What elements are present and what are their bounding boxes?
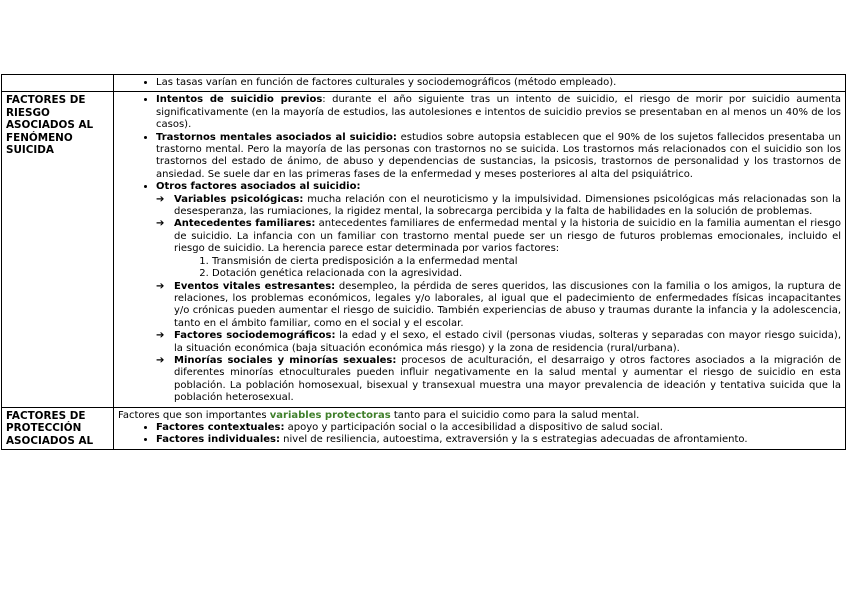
item-text: la edad y el sexo, el estado civil (personas viudas, solteras y separadas con mayor riesgo suicida), la situación económica (baja situación económica más riesgo) y la zona de residencia (rural/urbana). — [174, 330, 841, 354]
item-term: Factores contextuales: — [156, 421, 285, 433]
list-item — [156, 181, 841, 404]
row-content — [114, 92, 846, 407]
intro-text: tanto para el suicidio como para la salud mental. — [390, 409, 640, 421]
intro-paragraph — [118, 410, 841, 422]
sub-list-item — [156, 218, 842, 280]
item-text: apoyo y participación social o la accesibilidad a dispositivo de salud social. — [284, 421, 663, 433]
sub-list-item — [156, 193, 841, 219]
item-term: Otros factores asociados al suicidio: — [156, 181, 361, 193]
item-term: Minorías sociales y minorías sexuales: — [174, 354, 397, 366]
numbered-item: 1. Transmisión de cierta predisposición a la enfermedad mental — [212, 256, 841, 268]
sub-list-item — [156, 280, 842, 331]
item-term: Variables psicológicas: — [174, 193, 304, 205]
row-content — [114, 407, 846, 450]
item-text: estudios sobre autopsia establecen que el 90% de los sujetos fallecidos presentaba un trastorno mental. Pero la mayoría de las personas con trastornos no se suicida. Los trastornos más relacionados con el suicidio son los trastornos del estado de ánimo, de abuso y dependencias de sustancias, la psicosis, trastornos de personalidad y los trastornos de ansiedad. Se suele dar en las primeras fases de la enfermedad y meses posteriores al alta del psiquiátrico. — [156, 131, 841, 180]
table-row — [2, 407, 846, 450]
arrow-icon: ➔ — [156, 330, 165, 342]
intro-text: Factores que son importantes — [118, 409, 270, 421]
arrow-icon: ➔ — [156, 280, 165, 292]
list-item — [156, 434, 841, 446]
item-text: desempleo, la pérdida de seres queridos, las discusiones con la familia o los amigos, la ruptura de relaciones, los problemas económicos, legales y/o laborales, al igual que el padecimiento de enfermedades físicas incapacitantes y/o crónicas pueden aumentar el riesgo de suicidio. También experiencias de abuso y traumas durante la infancia y la adolescencia, tanto en el ámbito familiar, como en el social y el escolar. — [174, 280, 842, 329]
item-term: Antecedentes familiares: — [174, 218, 316, 230]
item-term: Trastornos mentales asociados al suicidio: — [156, 131, 397, 143]
row-content — [114, 75, 846, 92]
list-item — [156, 77, 841, 89]
item-text: mucha relación con el neuroticismo y la impulsividad. Dimensiones psicológicas más relacionadas son la desesperanza, las rumiaciones, la rigidez mental, la sobrecarga percibida y la falta de habilidades en la solución de problemas. — [174, 193, 841, 218]
bullet-list — [118, 94, 841, 404]
row-label-proteccion: FACTORES DE PROTECCIÓN ASOCIADOS AL — [2, 407, 114, 450]
item-term: Factores individuales: — [156, 434, 280, 446]
item-term: Eventos vitales estresantes: — [174, 280, 336, 292]
sub-list-item — [156, 330, 841, 355]
intro-highlight: variables protectoras — [269, 409, 391, 421]
item-text: Las tasas varían en función de factores culturales y sociodemográficos (método empleado). — [156, 77, 617, 88]
sub-list — [156, 194, 841, 405]
bullet-list — [118, 422, 841, 447]
numbered-list — [174, 256, 841, 281]
arrow-icon: ➔ — [156, 354, 165, 366]
item-term: Factores sociodemográficos: — [174, 330, 336, 342]
sub-list-item — [156, 354, 842, 405]
arrow-icon: ➔ — [156, 193, 165, 205]
list-item — [156, 132, 841, 182]
row-label-riesgo: FACTORES DE RIESGO ASOCIADOS AL FENÓMENO SUICIDA — [2, 92, 114, 407]
arrow-icon: ➔ — [156, 218, 165, 230]
table-row — [2, 92, 846, 407]
item-separator: : — [322, 94, 326, 106]
item-term: Intentos de suicidio previos — [156, 94, 323, 106]
document-table — [1, 74, 846, 450]
numbered-item: 2. Dotación genética relacionada con la agresividad. — [212, 268, 841, 280]
item-text: antecedentes familiares de enfermedad mental y la historia de suicidio en la familia aumentan el riesgo de suicidio. La infancia con un familiar con trastorno mental puede ser un riesgo de futuros problemas emocionales, incluido el riesgo de suicidio. La herencia parece estar determinada por varios factores: — [174, 218, 842, 255]
item-text: procesos de aculturación, el desarraigo y otros factores asociados a la migración de diferentes minorías etnoculturales pueden influir negativamente en la salud mental y aumentar el riesgo de suicidio en esta población. La población homosexual, bisexual y transexual muestra una mayor prevalencia de ideación y tentativa suicida que la población heterosexual. — [174, 354, 842, 404]
list-item — [156, 94, 841, 131]
bullet-list — [118, 77, 841, 89]
list-item — [156, 422, 841, 434]
table-row — [2, 75, 846, 92]
item-text: durante el año siguiente tras un intento de suicidio, el riesgo de morir por suicidio aumenta significativamente (en la mayoría de estudios, las autolesiones e intentos de suicidio previos se presentaban en al menos un 40% de los casos). — [156, 94, 842, 131]
row-label-empty — [2, 75, 114, 92]
item-text: nivel de resiliencia, autoestima, extraversión y la s estrategias adecuadas de afrontamiento. — [279, 434, 748, 446]
